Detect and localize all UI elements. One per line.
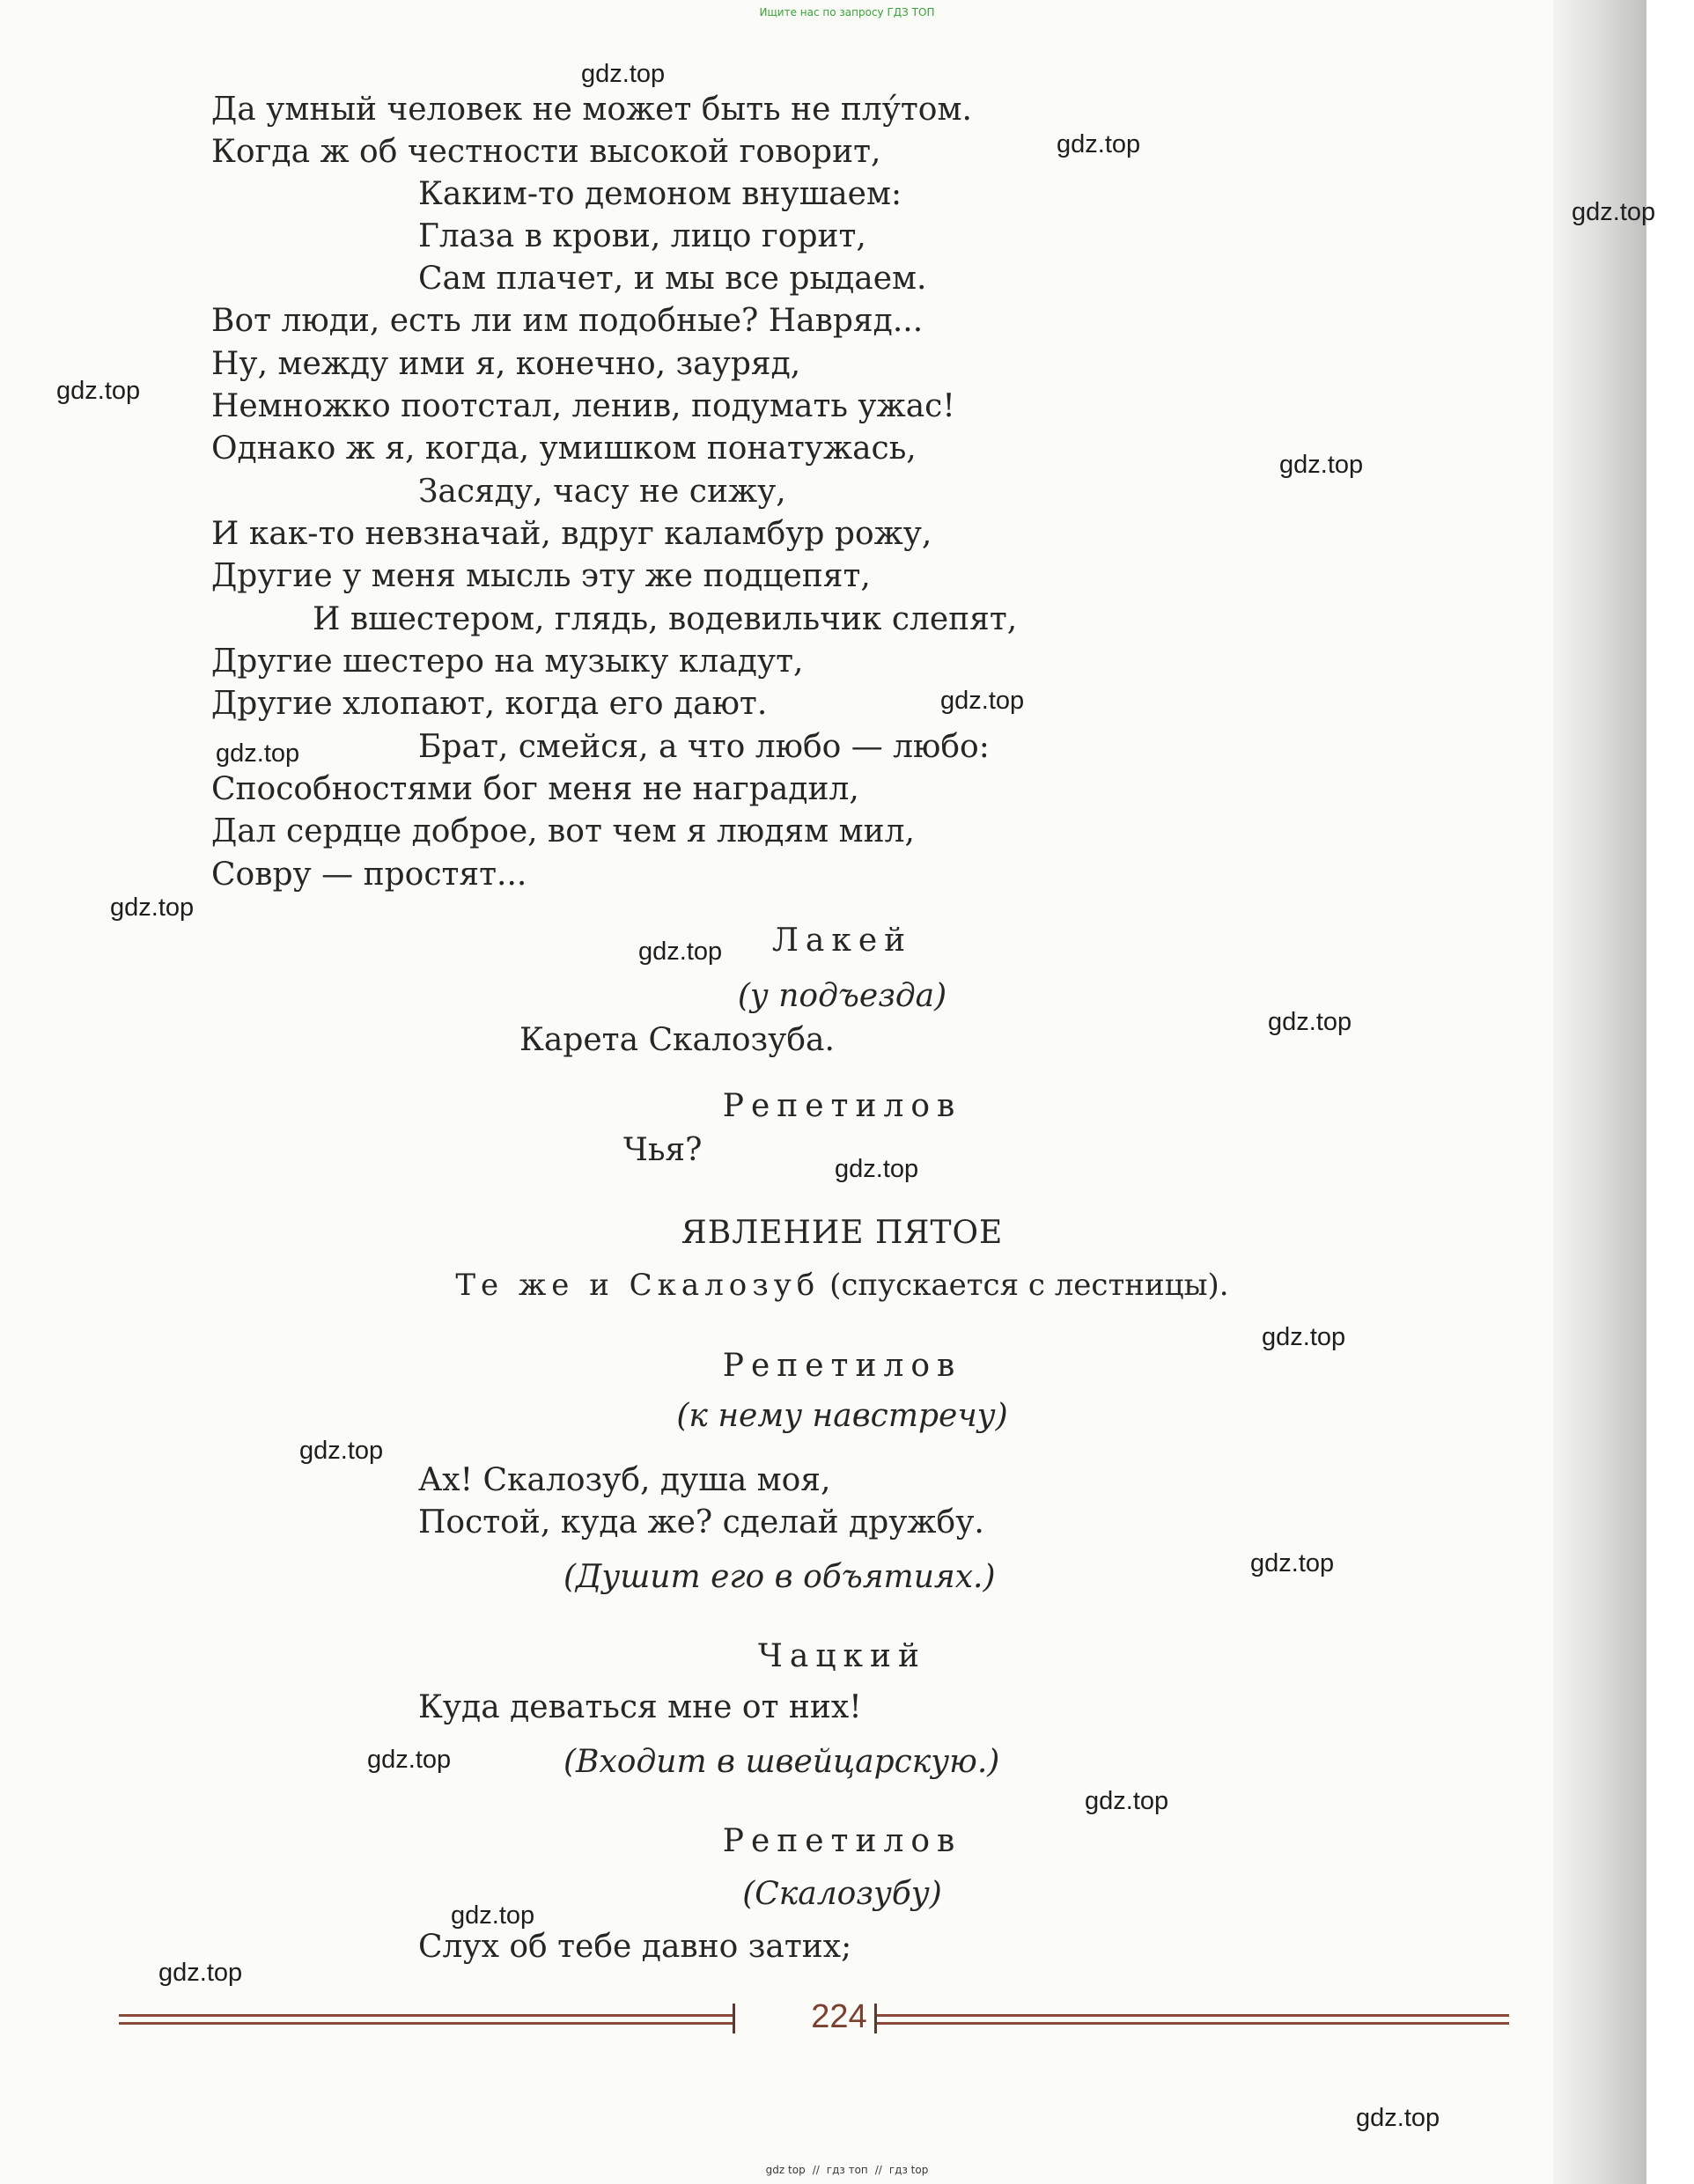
poem-line: Когда ж об честности высокой говорит, xyxy=(211,134,881,170)
poem-line: Однако ж я, когда, умишком понатужась, xyxy=(211,430,917,467)
poem-line: Способностями бог меня не наградил, xyxy=(211,771,859,807)
watermark: gdz.top xyxy=(1356,2104,1440,2132)
poem-line: Глаза в крови, лицо горит, xyxy=(418,218,866,254)
watermark: gdz.top xyxy=(451,1901,535,1930)
watermark: gdz.top xyxy=(299,1437,384,1465)
scan-page-edge xyxy=(1646,0,1694,2184)
watermark: gdz.top xyxy=(1268,1008,1352,1036)
dialogue-line: Карета Скалозуба. xyxy=(519,1022,835,1058)
watermark: gdz.top xyxy=(216,739,300,768)
watermark: gdz.top xyxy=(110,893,195,922)
top-banner-note: Ищите нас по запросу ГДЗ ТОП xyxy=(759,6,935,18)
speaker-name: Репетилов xyxy=(722,1348,962,1384)
poem-line: Ну, между ими я, конечно, зауряд, xyxy=(211,346,801,382)
bottom-note-part: gdz top xyxy=(765,2164,806,2176)
poem-line: Другие хлопают, когда его дают. xyxy=(211,686,768,722)
poem-line: Совру — простят... xyxy=(211,857,527,893)
footer-rule-left xyxy=(119,2014,735,2025)
speaker-name: Репетилов xyxy=(722,1823,962,1859)
bottom-note-separator: // xyxy=(874,2164,882,2176)
watermark: gdz.top xyxy=(1572,198,1656,226)
poem-line: Каким-то демоном внушаем: xyxy=(418,176,902,212)
bottom-banner-note xyxy=(0,2164,1694,2176)
speaker-name: Лакей xyxy=(771,923,913,959)
bottom-note-part: гдз топ xyxy=(826,2164,868,2176)
poem-line: Дал сердце доброе, вот чем я людям мил, xyxy=(211,813,915,849)
watermark: gdz.top xyxy=(1057,130,1141,158)
watermark: gdz.top xyxy=(367,1746,452,1774)
poem-line: Другие шестеро на музыку кладут, xyxy=(211,643,804,680)
watermark: gdz.top xyxy=(1250,1549,1335,1577)
bottom-note-separator: // xyxy=(812,2164,820,2176)
poem-line: И как-то невзначай, вдруг каламбур рожу, xyxy=(211,516,932,552)
dialogue-line: Слух об тебе давно затих; xyxy=(418,1929,852,1965)
watermark: gdz.top xyxy=(1279,451,1364,479)
watermark: gdz.top xyxy=(158,1959,243,1987)
poem-line: Да умный человек не может быть не плу́том. xyxy=(211,92,972,128)
poem-line: И вшестером, глядь, водевильчик слепят, xyxy=(313,601,1018,637)
stage-action: (Душит его в объятиях.) xyxy=(563,1559,996,1595)
dialogue-line: Чья? xyxy=(623,1132,703,1168)
bottom-note-part: гдз top xyxy=(888,2164,929,2176)
footer-rule-right xyxy=(877,2014,1509,2025)
watermark: gdz.top xyxy=(835,1155,919,1183)
dialogue-line: Куда деваться мне от них! xyxy=(418,1689,862,1725)
watermark: gdz.top xyxy=(940,687,1025,715)
watermark: gdz.top xyxy=(56,377,141,405)
poem-line: Брат, смейся, а что любо — любо: xyxy=(418,729,990,765)
scene-cast-names: Те же и Скалозуб xyxy=(455,1268,821,1303)
scene-cast xyxy=(205,1266,1479,1305)
watermark: gdz.top xyxy=(638,938,723,966)
footer-rule-tick-left xyxy=(733,2004,735,2033)
page-number: 224 xyxy=(811,1998,867,2035)
poem-line: Сам плачет, и мы все рыдаем. xyxy=(418,261,927,297)
watermark: gdz.top xyxy=(1262,1323,1346,1351)
poem-line: Вот люди, есть ли им подобные? Навряд... xyxy=(211,303,924,339)
stage-action: (Входит в швейцарскую.) xyxy=(563,1744,1000,1780)
speaker-name: Репетилов xyxy=(722,1088,962,1124)
stage-direction: (к нему навстречу) xyxy=(676,1398,1008,1434)
dialogue-line: Постой, куда же? сделай дружбу. xyxy=(418,1504,984,1541)
dialogue-line: Ах! Скалозуб, душа моя, xyxy=(418,1462,831,1498)
poem-line: Засяду, часу не сижу, xyxy=(418,474,786,510)
poem-line: Другие у меня мысль эту же подцепят, xyxy=(211,558,871,594)
scene-cast-direction: (спускается с лестницы). xyxy=(829,1268,1229,1303)
speaker-name: Чацкий xyxy=(758,1638,926,1674)
watermark: gdz.top xyxy=(581,60,666,88)
poem-line: Немножко поотстал, ленив, подумать ужас! xyxy=(211,388,955,424)
watermark: gdz.top xyxy=(1085,1787,1169,1815)
stage-direction: (у подъезда) xyxy=(737,978,947,1014)
scene-title: ЯВЛЕНИЕ ПЯТОЕ xyxy=(681,1215,1004,1251)
stage-direction: (Скалозубу) xyxy=(742,1876,942,1912)
